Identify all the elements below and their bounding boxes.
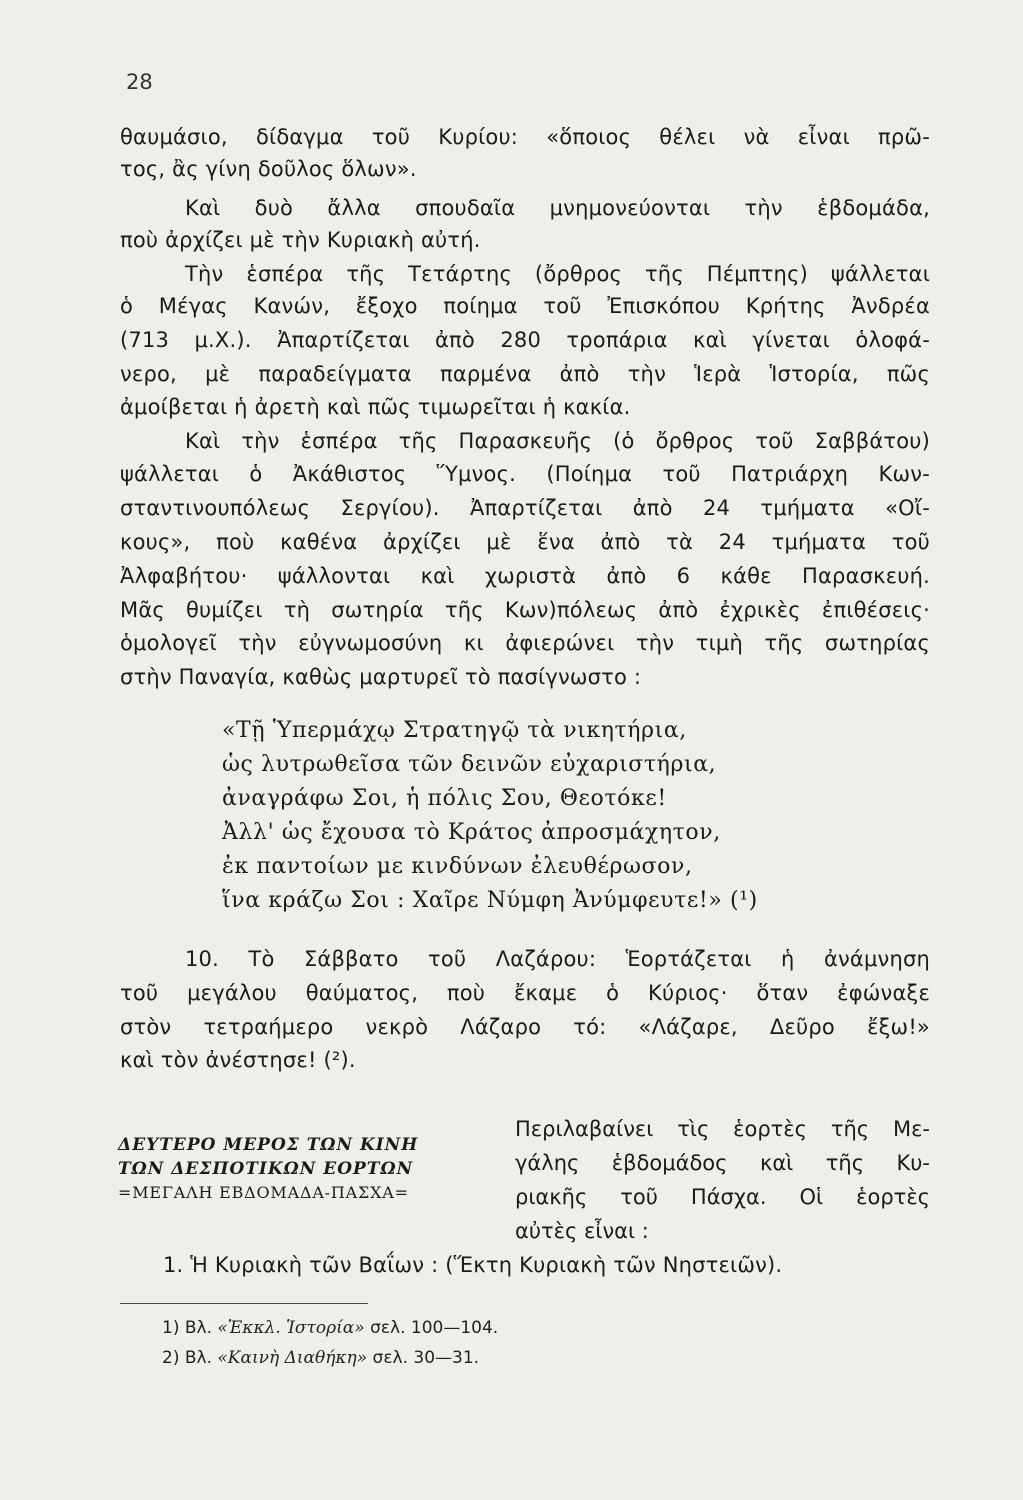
footnote-1-pages: σελ. 100—104. [364,1318,499,1338]
section-10-line: τοῦ μεγάλου θαύματος, ποὺ ἔκαμε ὁ Κύριος· ὅταν ἐφώναξε [120,981,930,1005]
footnote-divider [120,1303,368,1304]
body-line: ποὺ ἀρχίζει μὲ τὴν Κυριακὴ αὐτή. [120,228,481,252]
part-heading-line-3: =ΜΕΓΑΛΗ ΕΒΔΟΜΑΔΑ-ΠΑΣΧΑ= [118,1183,409,1202]
side-text-line: γάλης ἑβδομάδος καὶ τῆς Κυ- [515,1151,930,1175]
body-line: Ἀλφαβήτου· ψάλλονται καὶ χωριστὰ ἀπὸ 6 κάθε Παρασκευή. [120,564,930,588]
section-10-line: στὸν τετραήμερο νεκρὸ Λάζαρο τό: «Λάζαρε, Δεῦρο ἔξω!» [120,1015,930,1039]
body-line: νερο, μὲ παραδείγματα παρμένα ἀπὸ τὴν Ἱερὰ Ἱστορία, πῶς [120,362,930,386]
body-line: Τὴν ἑσπέρα τῆς Τετάρτης (ὄρθρος τῆς Πέμπτης) ψάλλεται [185,262,930,286]
side-text-line: αὐτὲς εἶναι : [515,1219,649,1243]
part-heading-line-2: ΤΩΝ ΔΕΣΠΟΤΙΚΩΝ ΕΟΡΤΩΝ [118,1159,414,1179]
hymn-line: «Τῇ Ὑπερμάχῳ Στρατηγῷ τὰ νικητήρια, [222,718,687,743]
footnote-2-title: «Καινὴ Διαθήκη» [217,1348,368,1368]
part-heading [118,1133,513,1205]
body-line: Καὶ δυὸ ἄλλα σπουδαῖα μνημονεύονται τὴν ἑβδομάδα, [185,196,930,220]
footnote-1-prefix: 1) Βλ. [162,1318,218,1338]
part-heading-line-1: ΔΕΥΤΕΡΟ ΜΕΡΟΣ ΤΩΝ ΚΙΝΗ [118,1135,419,1155]
section-10-line: καὶ τὸν ἀνέστησε! (²). [120,1048,356,1072]
footnote-1 [162,1316,498,1340]
page-number: 28 [126,70,153,94]
body-line: σταντινουπόλεως Σεργίου). Ἀπαρτίζεται ἀπὸ 24 τμήματα «Οἴ- [120,496,930,520]
footnote-1-title: «Ἐκκλ. Ἱστορία» [217,1318,365,1338]
side-text-line: ριακῆς τοῦ Πάσχα. Οἱ ἑορτὲς [515,1185,930,1209]
footnote-2-prefix: 2) Βλ. [162,1348,218,1368]
hymn-line: ἀναγράφω Σοι, ἡ πόλις Σου, Θεοτόκε! [222,786,667,811]
side-text-line: Περιλαβαίνει τὶς ἑορτὲς τῆς Με- [515,1117,930,1141]
body-line: ὁ Μέγας Κανών, ἔξοχο ποίημα τοῦ Ἐπισκόπου Κρήτης Ἀνδρέα [120,294,930,318]
body-line: (713 μ.Χ.). Ἀπαρτίζεται ἀπὸ 280 τροπάρια καὶ γίνεται ὁλοφά- [120,328,930,352]
footnote-2 [162,1346,479,1370]
footnote-2-pages: σελ. 30—31. [367,1348,480,1368]
body-line: στὴν Παναγία, καθὼς μαρτυρεῖ τὸ πασίγνωστο : [120,665,642,689]
body-line: Καὶ τὴν ἑσπέρα τῆς Παρασκευῆς (ὁ ὄρθρος τοῦ Σαββάτου) [185,429,930,453]
hymn-line: ὡς λυτρωθεῖσα τῶν δεινῶν εὐχαριστήρια, [222,752,717,777]
list-item-1: 1. Ἡ Κυριακὴ τῶν Βαΐων : (Ἕκτη Κυριακὴ τῶν Νηστειῶν). [163,1253,783,1277]
body-line: τος, ἂς γίνη δοῦλος ὅλων». [120,157,417,181]
body-line: ψάλλεται ὁ Ἀκάθιστος Ὕμνος. (Ποίημα τοῦ Πατριάρχη Κων- [120,462,930,486]
section-10-line: 10. Τὸ Σάββατο τοῦ Λαζάρου: Ἑορτάζεται ἡ ἀνάμνηση [185,947,930,971]
hymn-line: ἐκ παντοίων με κινδύνων ἐλευθέρωσον, [222,854,693,879]
body-line: θαυμάσιο, δίδαγμα τοῦ Κυρίου: «ὅποιος θέλει νὰ εἶναι πρῶ- [120,125,930,149]
hymn-line: ἵνα κράζω Σοι : Χαῖρε Νύμφη Ἀνύμφευτε!» (¹) [222,888,758,913]
body-line: ἀμοίβεται ἡ ἀρετὴ καὶ πῶς τιμωρεῖται ἡ κακία. [120,395,631,419]
body-line: κους», ποὺ καθένα ἀρχίζει μὲ ἕνα ἀπὸ τὰ 24 τμήματα τοῦ [120,530,930,554]
body-line: ὁμολογεῖ τὴν εὐγνωμοσύνη κι ἀφιερώνει τὴν τιμὴ τῆς σωτηρίας [120,631,930,655]
hymn-line: Ἀλλ' ὡς ἔχουσα τὸ Κράτος ἀπροσμάχητον, [222,820,721,845]
body-line: Μᾶς θυμίζει τὴ σωτηρία τῆς Κων)πόλεως ἀπὸ ἐχρικὲς ἐπιθέσεις· [120,598,930,622]
